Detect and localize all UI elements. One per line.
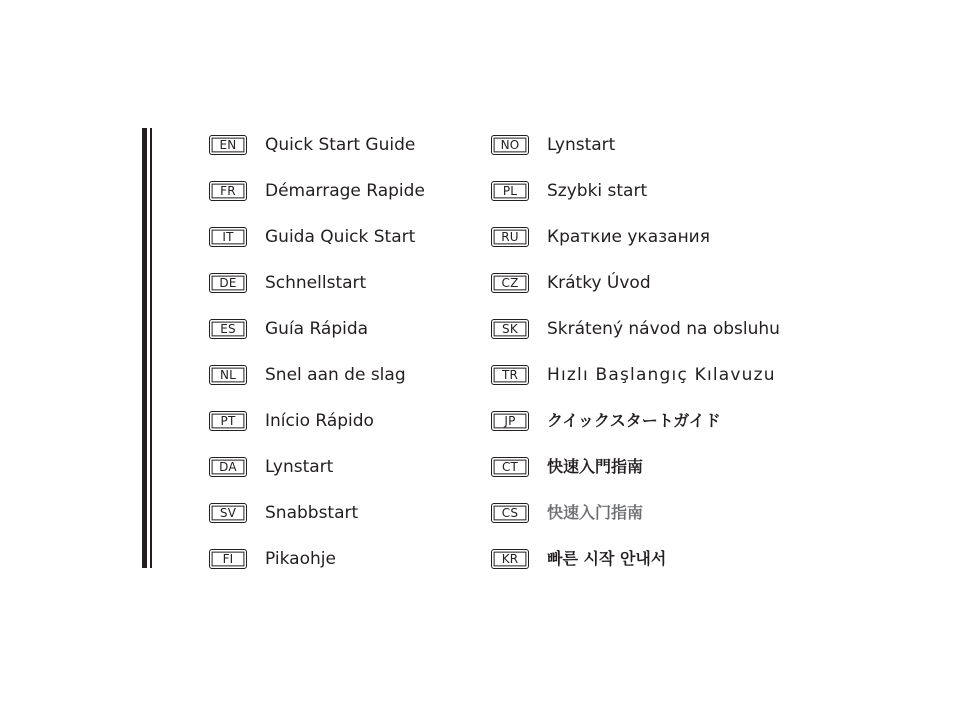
- language-title: 快速入门指南: [547, 503, 644, 522]
- language-code-badge: CS: [491, 503, 529, 523]
- language-entry-cs: [491, 490, 811, 536]
- margin-rule-thin: [150, 128, 152, 568]
- language-entry-da: [209, 444, 509, 490]
- language-entry-es: [209, 306, 509, 352]
- language-title: Guía Rápida: [265, 318, 369, 339]
- language-entry-nl: [209, 352, 509, 398]
- language-code-badge: PT: [209, 411, 247, 431]
- language-code-badge: IT: [209, 227, 247, 247]
- language-entry-en: [209, 122, 509, 168]
- language-entry-de: [209, 260, 509, 306]
- language-title: Szybki start: [547, 180, 648, 201]
- language-code-badge: FI: [209, 549, 247, 569]
- language-code-badge: EN: [209, 135, 247, 155]
- language-code-badge: NO: [491, 135, 529, 155]
- language-entry-pt: [209, 398, 509, 444]
- language-title: Pikaohje: [265, 548, 336, 569]
- margin-rule-thick: [142, 128, 147, 568]
- language-title: Skrátený návod na obsluhu: [547, 318, 780, 339]
- language-entry-ct: [491, 444, 811, 490]
- language-entry-kr: [491, 536, 811, 582]
- language-entry-tr: [491, 352, 811, 398]
- language-code-badge: SV: [209, 503, 247, 523]
- language-entry-ru: [491, 214, 811, 260]
- language-code-badge: NL: [209, 365, 247, 385]
- language-title: クイックスタートガイド: [547, 411, 721, 430]
- language-title: Snel aan de slag: [265, 364, 406, 385]
- language-entry-it: [209, 214, 509, 260]
- language-entry-no: [491, 122, 811, 168]
- language-code-badge: DE: [209, 273, 247, 293]
- language-code-badge: CZ: [491, 273, 529, 293]
- language-title: Snabbstart: [265, 502, 359, 523]
- language-entry-fr: [209, 168, 509, 214]
- language-code-badge: CT: [491, 457, 529, 477]
- language-title: Lynstart: [265, 456, 334, 477]
- language-code-badge: DA: [209, 457, 247, 477]
- language-title: Krátky Úvod: [547, 272, 651, 293]
- language-column-left: [209, 122, 509, 582]
- language-code-badge: RU: [491, 227, 529, 247]
- language-entry-fi: [209, 536, 509, 582]
- language-code-badge: SK: [491, 319, 529, 339]
- language-title: 快速入門指南: [547, 457, 644, 476]
- language-entry-sk: [491, 306, 811, 352]
- language-title: Краткие указания: [547, 226, 710, 247]
- language-column-right: [491, 122, 811, 582]
- language-title: Schnellstart: [265, 272, 367, 293]
- language-entry-pl: [491, 168, 811, 214]
- language-code-badge: KR: [491, 549, 529, 569]
- language-entry-jp: [491, 398, 811, 444]
- language-code-badge: FR: [209, 181, 247, 201]
- language-title: Démarrage Rapide: [265, 180, 425, 201]
- language-entry-sv: [209, 490, 509, 536]
- language-code-badge: PL: [491, 181, 529, 201]
- language-title: 빠른 시작 안내서: [547, 549, 667, 568]
- language-code-badge: JP: [491, 411, 529, 431]
- language-title: Quick Start Guide: [265, 134, 416, 155]
- language-title: Lynstart: [547, 134, 616, 155]
- language-title: Início Rápido: [265, 410, 374, 431]
- language-entry-cz: [491, 260, 811, 306]
- language-code-badge: TR: [491, 365, 529, 385]
- language-title: Hızlı Başlangıç Kılavuzu: [547, 364, 776, 385]
- language-code-badge: ES: [209, 319, 247, 339]
- language-title: Guida Quick Start: [265, 226, 416, 247]
